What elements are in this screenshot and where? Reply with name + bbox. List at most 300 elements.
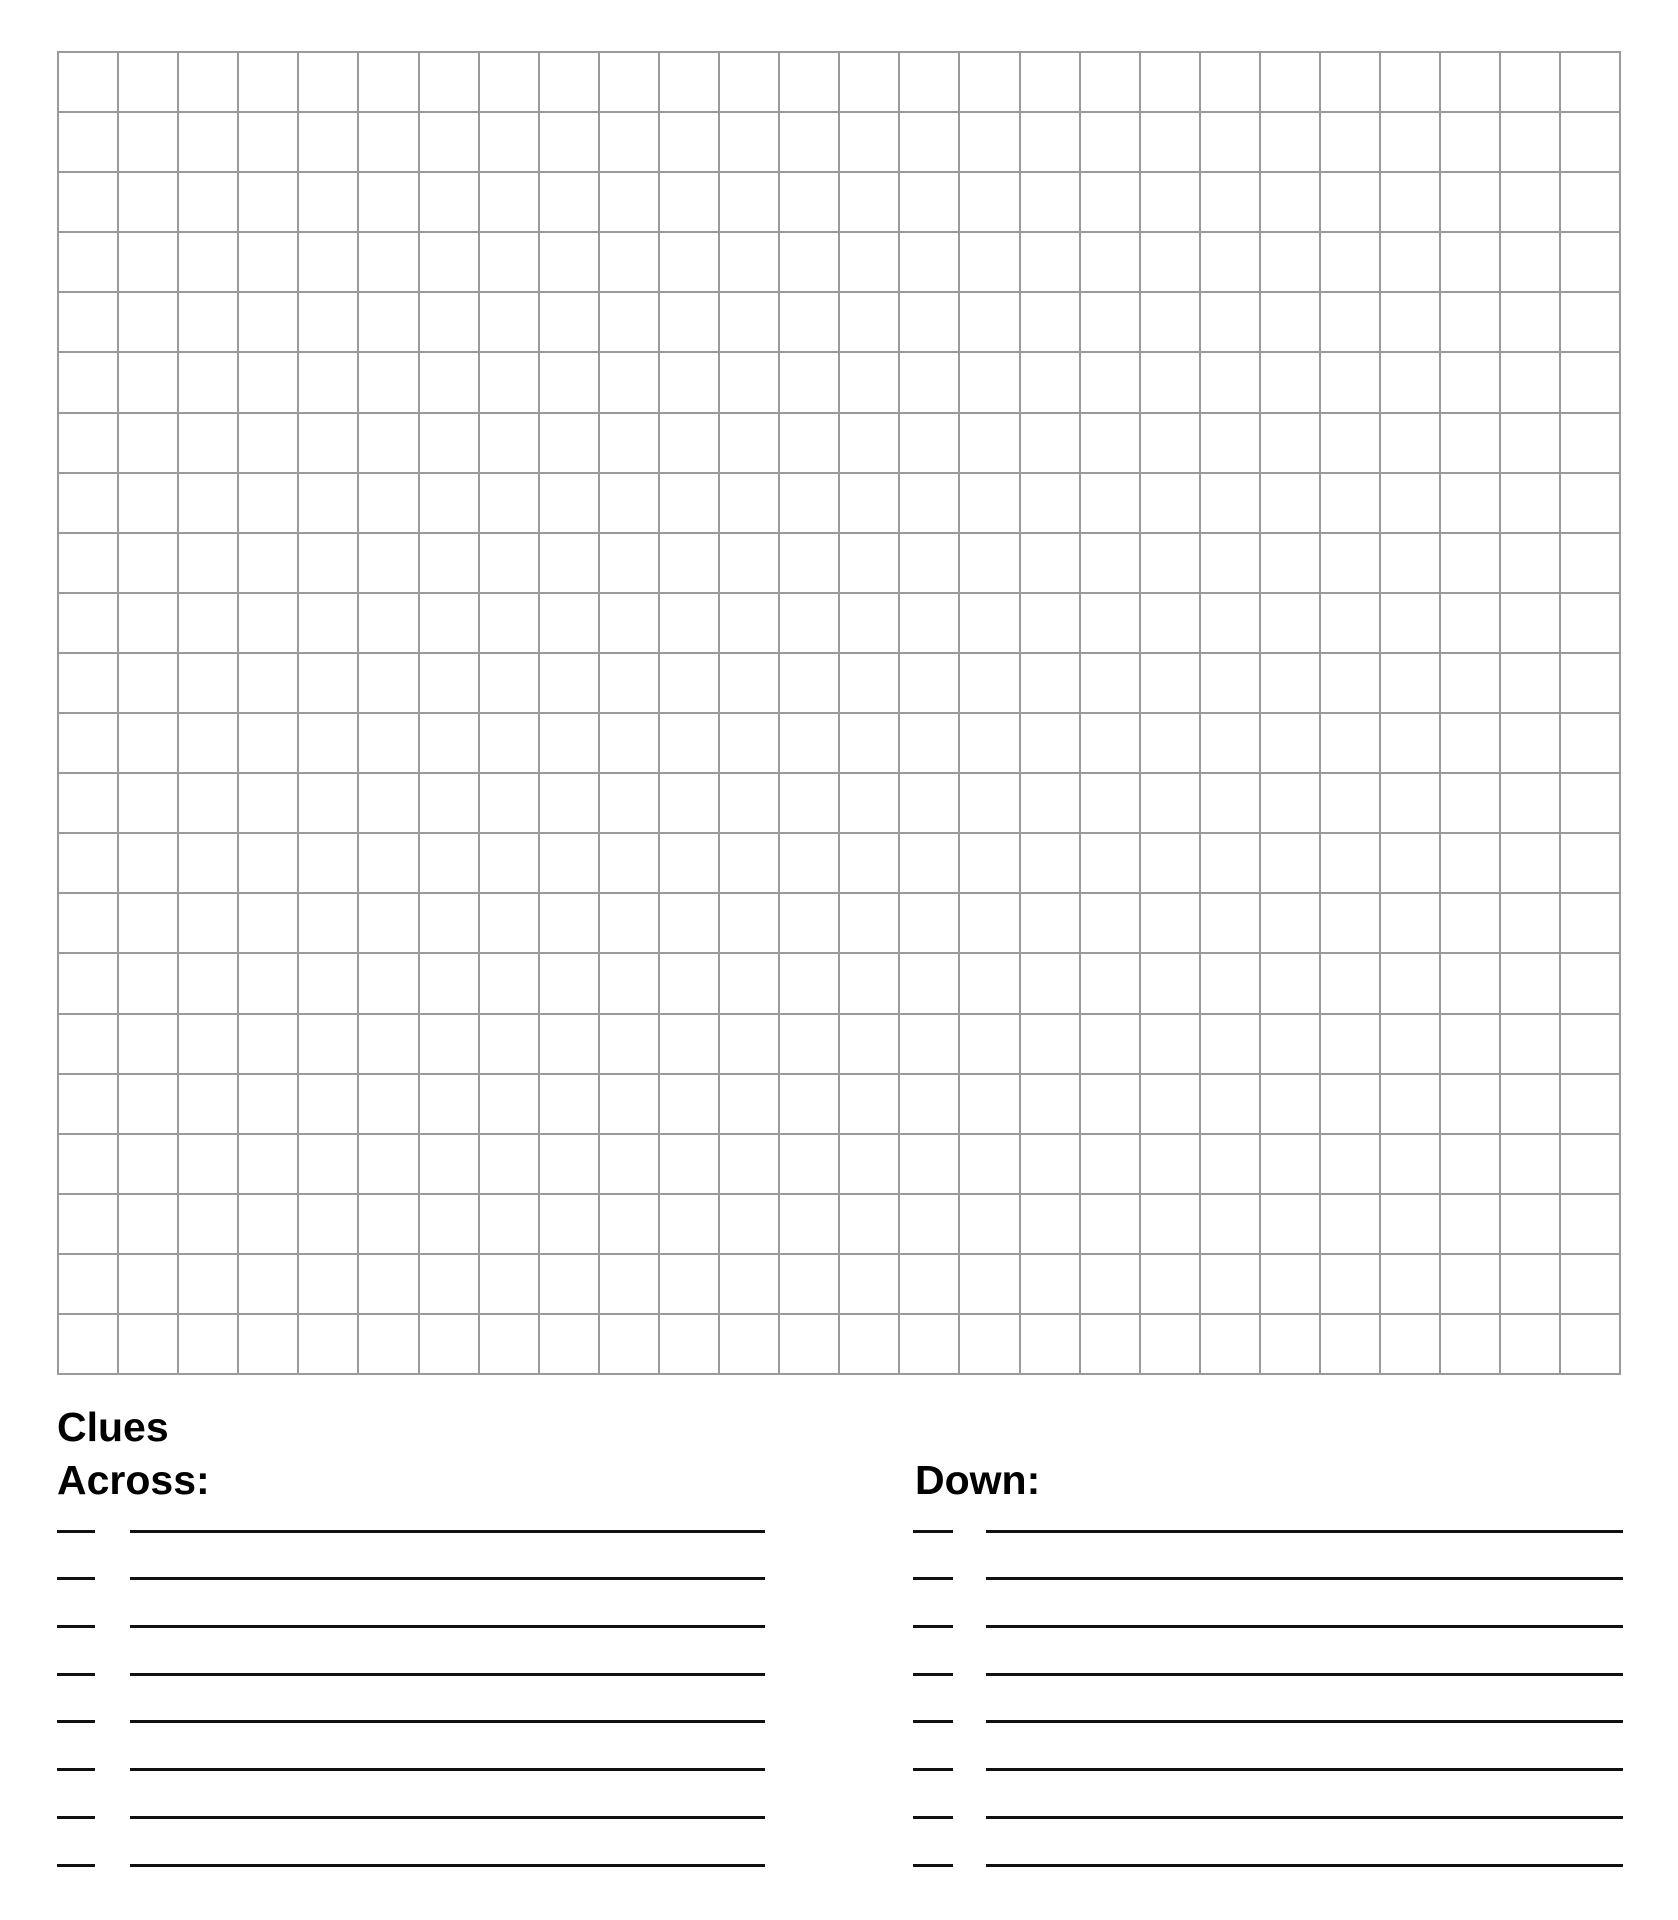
grid-cell: [480, 353, 540, 413]
grid-cell: [960, 1015, 1020, 1075]
grid-cell: [1561, 113, 1621, 173]
grid-cell: [480, 954, 540, 1014]
grid-cell: [1501, 53, 1561, 113]
grid-cell: [119, 1015, 179, 1075]
across-clues-list: [57, 1485, 765, 1867]
across-clue-row: [57, 1485, 765, 1533]
grid-cell: [119, 714, 179, 774]
grid-cell: [1561, 654, 1621, 714]
grid-cell: [1381, 53, 1441, 113]
grid-cell: [1141, 474, 1201, 534]
grid-cell: [1141, 1195, 1201, 1255]
grid-cell: [59, 714, 119, 774]
grid-cell: [420, 173, 480, 233]
grid-cell: [960, 353, 1020, 413]
grid-cell: [179, 594, 239, 654]
grid-cell: [1321, 894, 1381, 954]
grid-cell: [420, 654, 480, 714]
grid-cell: [600, 173, 660, 233]
grid-cell: [780, 1315, 840, 1375]
grid-cell: [1501, 594, 1561, 654]
grid-cell: [1081, 233, 1141, 293]
grid-cell: [59, 774, 119, 834]
grid-cell: [1141, 654, 1201, 714]
grid-cell: [179, 1075, 239, 1135]
grid-cell: [1201, 414, 1261, 474]
grid-cell: [59, 414, 119, 474]
grid-cell: [239, 714, 299, 774]
grid-cell: [1261, 293, 1321, 353]
grid-cell: [239, 1195, 299, 1255]
grid-cell: [1081, 414, 1141, 474]
grid-cell: [1021, 594, 1081, 654]
grid-cell: [660, 714, 720, 774]
grid-cell: [420, 1195, 480, 1255]
crossword-grid: [57, 51, 1621, 1375]
grid-cell: [1201, 474, 1261, 534]
grid-cell: [900, 654, 960, 714]
grid-cell: [780, 53, 840, 113]
grid-cell: [119, 954, 179, 1014]
grid-cell: [1381, 1255, 1441, 1315]
grid-cell: [1501, 474, 1561, 534]
grid-cell: [359, 534, 419, 594]
grid-cell: [59, 1315, 119, 1375]
grid-cell: [540, 173, 600, 233]
grid-cell: [179, 1315, 239, 1375]
grid-cell: [420, 774, 480, 834]
grid-cell: [1261, 714, 1321, 774]
grid-cell: [960, 1255, 1020, 1315]
grid-cell: [660, 414, 720, 474]
grid-cell: [119, 774, 179, 834]
grid-cell: [780, 293, 840, 353]
grid-cell: [1321, 834, 1381, 894]
grid-cell: [720, 1015, 780, 1075]
grid-cell: [600, 233, 660, 293]
grid-cell: [660, 353, 720, 413]
grid-cell: [600, 834, 660, 894]
grid-cell: [239, 1015, 299, 1075]
grid-cell: [840, 654, 900, 714]
grid-cell: [660, 474, 720, 534]
grid-cell: [900, 233, 960, 293]
grid-cell: [299, 53, 359, 113]
grid-cell: [179, 714, 239, 774]
grid-cell: [960, 654, 1020, 714]
grid-cell: [720, 1075, 780, 1135]
grid-cell: [1441, 233, 1501, 293]
grid-cell: [1381, 654, 1441, 714]
grid-cell: [1501, 714, 1561, 774]
across-clue-row: [57, 1533, 765, 1581]
clue-number-blank: [57, 1864, 95, 1867]
grid-cell: [660, 594, 720, 654]
grid-cell: [1261, 474, 1321, 534]
grid-cell: [1141, 414, 1201, 474]
grid-cell: [1561, 1075, 1621, 1135]
grid-cell: [1501, 834, 1561, 894]
grid-cell: [1081, 1075, 1141, 1135]
grid-cell: [1021, 774, 1081, 834]
grid-cell: [299, 233, 359, 293]
grid-cell: [179, 1015, 239, 1075]
grid-cell: [1141, 53, 1201, 113]
grid-cell: [239, 173, 299, 233]
grid-cell: [1321, 654, 1381, 714]
grid-cell: [540, 233, 600, 293]
grid-cell: [420, 1135, 480, 1195]
grid-cell: [840, 293, 900, 353]
grid-cell: [840, 1135, 900, 1195]
grid-cell: [1321, 1015, 1381, 1075]
grid-cell: [420, 894, 480, 954]
grid-cell: [1561, 353, 1621, 413]
grid-cell: [1201, 1255, 1261, 1315]
grid-cell: [59, 53, 119, 113]
grid-cell: [179, 954, 239, 1014]
down-clue-row: [913, 1676, 1623, 1724]
grid-cell: [1561, 1195, 1621, 1255]
grid-cell: [420, 1015, 480, 1075]
grid-cell: [1141, 173, 1201, 233]
grid-cell: [600, 1135, 660, 1195]
grid-cell: [540, 954, 600, 1014]
grid-cell: [840, 954, 900, 1014]
grid-cell: [1201, 534, 1261, 594]
grid-cell: [720, 654, 780, 714]
grid-cell: [1501, 1195, 1561, 1255]
grid-cell: [420, 954, 480, 1014]
grid-cell: [900, 414, 960, 474]
grid-cell: [1321, 714, 1381, 774]
grid-cell: [480, 714, 540, 774]
grid-cell: [1561, 1255, 1621, 1315]
grid-cell: [1441, 1315, 1501, 1375]
grid-cell: [1321, 774, 1381, 834]
grid-cell: [1501, 293, 1561, 353]
grid-cell: [1441, 1015, 1501, 1075]
grid-cell: [600, 1255, 660, 1315]
grid-cell: [1141, 894, 1201, 954]
grid-cell: [239, 954, 299, 1014]
grid-cell: [359, 954, 419, 1014]
grid-cell: [119, 414, 179, 474]
grid-cell: [1261, 654, 1321, 714]
grid-cell: [239, 654, 299, 714]
grid-cell: [299, 1315, 359, 1375]
grid-cell: [239, 1135, 299, 1195]
grid-cell: [1261, 1075, 1321, 1135]
grid-cell: [1261, 834, 1321, 894]
grid-cell: [600, 714, 660, 774]
grid-cell: [119, 293, 179, 353]
grid-cell: [900, 954, 960, 1014]
grid-cell: [960, 1195, 1020, 1255]
grid-cell: [720, 1195, 780, 1255]
grid-cell: [960, 534, 1020, 594]
grid-cell: [900, 894, 960, 954]
grid-cell: [179, 233, 239, 293]
grid-cell: [480, 1135, 540, 1195]
grid-cell: [600, 353, 660, 413]
grid-cell: [1501, 233, 1561, 293]
down-label: Down:: [915, 1457, 1041, 1503]
grid-cell: [1081, 1315, 1141, 1375]
grid-cell: [359, 353, 419, 413]
grid-cell: [1441, 1135, 1501, 1195]
grid-cell: [1501, 1135, 1561, 1195]
grid-cell: [540, 1195, 600, 1255]
grid-cell: [540, 1315, 600, 1375]
grid-cell: [480, 173, 540, 233]
grid-cell: [1441, 1255, 1501, 1315]
grid-cell: [420, 714, 480, 774]
grid-cell: [1561, 714, 1621, 774]
grid-cell: [780, 894, 840, 954]
grid-cell: [1441, 1075, 1501, 1135]
grid-cell: [1201, 1195, 1261, 1255]
grid-cell: [119, 233, 179, 293]
grid-cell: [1021, 1135, 1081, 1195]
down-clue-row: [913, 1771, 1623, 1819]
grid-cell: [960, 293, 1020, 353]
grid-cell: [420, 53, 480, 113]
grid-cell: [540, 1135, 600, 1195]
grid-cell: [119, 173, 179, 233]
down-clue-row: [913, 1533, 1623, 1581]
grid-cell: [1201, 1315, 1261, 1375]
grid-cell: [1441, 414, 1501, 474]
grid-cell: [299, 353, 359, 413]
grid-cell: [480, 534, 540, 594]
grid-cell: [1021, 1255, 1081, 1315]
grid-cell: [840, 414, 900, 474]
down-clue-row: [913, 1485, 1623, 1533]
grid-cell: [480, 1015, 540, 1075]
grid-cell: [1381, 293, 1441, 353]
grid-cell: [1501, 173, 1561, 233]
grid-cell: [660, 1015, 720, 1075]
grid-cell: [1501, 353, 1561, 413]
across-clue-row: [57, 1628, 765, 1676]
grid-cell: [540, 1015, 600, 1075]
grid-cell: [59, 233, 119, 293]
grid-cell: [179, 353, 239, 413]
grid-cell: [299, 414, 359, 474]
grid-cell: [1261, 1135, 1321, 1195]
grid-cell: [179, 293, 239, 353]
grid-cell: [1021, 954, 1081, 1014]
grid-cell: [660, 894, 720, 954]
grid-cell: [1441, 654, 1501, 714]
across-label: Across:: [57, 1457, 210, 1503]
grid-cell: [600, 954, 660, 1014]
grid-cell: [1261, 1195, 1321, 1255]
grid-cell: [1141, 534, 1201, 594]
grid-cell: [900, 173, 960, 233]
grid-cell: [1261, 353, 1321, 413]
grid-cell: [1081, 1255, 1141, 1315]
grid-cell: [420, 834, 480, 894]
grid-cell: [660, 774, 720, 834]
grid-cell: [660, 834, 720, 894]
grid-cell: [1201, 594, 1261, 654]
grid-cell: [1201, 1015, 1261, 1075]
grid-cell: [420, 293, 480, 353]
grid-cell: [359, 233, 419, 293]
grid-cell: [1441, 293, 1501, 353]
grid-cell: [900, 774, 960, 834]
grid-cell: [840, 1015, 900, 1075]
grid-cell: [59, 474, 119, 534]
grid-cell: [600, 293, 660, 353]
grid-cell: [960, 1075, 1020, 1135]
grid-cell: [59, 293, 119, 353]
grid-cell: [960, 1315, 1020, 1375]
grid-cell: [480, 113, 540, 173]
grid-cell: [1381, 1195, 1441, 1255]
grid-cell: [359, 1315, 419, 1375]
grid-cell: [1561, 534, 1621, 594]
grid-cell: [119, 594, 179, 654]
grid-cell: [1141, 1135, 1201, 1195]
grid-cell: [1441, 774, 1501, 834]
grid-cell: [780, 774, 840, 834]
grid-cell: [359, 1015, 419, 1075]
clue-text-blank: [130, 1864, 765, 1867]
grid-cell: [299, 173, 359, 233]
grid-cell: [1141, 1255, 1201, 1315]
grid-cell: [720, 594, 780, 654]
grid-cell: [960, 594, 1020, 654]
grid-cell: [359, 113, 419, 173]
grid-cell: [1501, 534, 1561, 594]
grid-cell: [299, 534, 359, 594]
grid-cell: [420, 1315, 480, 1375]
down-clues-list: [913, 1485, 1623, 1867]
grid-cell: [1501, 113, 1561, 173]
grid-cell: [1141, 353, 1201, 413]
grid-cell: [660, 53, 720, 113]
grid-cell: [720, 954, 780, 1014]
grid-cell: [119, 654, 179, 714]
grid-cell: [1501, 1015, 1561, 1075]
grid-cell: [480, 1315, 540, 1375]
grid-cell: [1381, 1015, 1441, 1075]
grid-cell: [1141, 293, 1201, 353]
grid-cell: [780, 353, 840, 413]
grid-cell: [179, 834, 239, 894]
grid-cell: [299, 1195, 359, 1255]
grid-cell: [1081, 774, 1141, 834]
grid-cell: [1081, 1195, 1141, 1255]
grid-cell: [1441, 594, 1501, 654]
grid-cell: [1201, 834, 1261, 894]
grid-cell: [600, 1015, 660, 1075]
grid-cell: [600, 594, 660, 654]
grid-cell: [600, 654, 660, 714]
grid-cell: [239, 1315, 299, 1375]
grid-cell: [59, 1015, 119, 1075]
grid-cell: [359, 53, 419, 113]
grid-cell: [1561, 293, 1621, 353]
grid-cell: [239, 293, 299, 353]
grid-cell: [540, 654, 600, 714]
grid-cell: [1381, 113, 1441, 173]
grid-cell: [420, 1075, 480, 1135]
grid-cell: [299, 1135, 359, 1195]
grid-cell: [1321, 113, 1381, 173]
grid-cell: [1021, 714, 1081, 774]
grid-cell: [720, 534, 780, 594]
grid-cell: [780, 954, 840, 1014]
grid-cell: [299, 113, 359, 173]
grid-cell: [1321, 474, 1381, 534]
grid-cell: [840, 113, 900, 173]
grid-cell: [900, 534, 960, 594]
grid-cell: [900, 714, 960, 774]
grid-cell: [720, 474, 780, 534]
grid-cell: [359, 594, 419, 654]
grid-cell: [1261, 1015, 1321, 1075]
grid-cell: [59, 834, 119, 894]
grid-cell: [720, 233, 780, 293]
grid-cell: [780, 1195, 840, 1255]
grid-cell: [720, 53, 780, 113]
grid-cell: [1561, 774, 1621, 834]
grid-cell: [720, 714, 780, 774]
grid-cell: [179, 1255, 239, 1315]
grid-cell: [720, 1255, 780, 1315]
grid-cell: [480, 834, 540, 894]
grid-cell: [1561, 1015, 1621, 1075]
grid-cell: [420, 474, 480, 534]
grid-cell: [1081, 1015, 1141, 1075]
grid-cell: [960, 894, 1020, 954]
grid-cell: [1501, 654, 1561, 714]
grid-cell: [1321, 954, 1381, 1014]
grid-cell: [239, 834, 299, 894]
grid-cell: [660, 233, 720, 293]
grid-cell: [1501, 414, 1561, 474]
grid-cell: [1201, 1075, 1261, 1135]
grid-cell: [359, 1135, 419, 1195]
grid-cell: [1321, 1255, 1381, 1315]
grid-cell: [1021, 474, 1081, 534]
grid-cell: [1141, 714, 1201, 774]
grid-cell: [540, 53, 600, 113]
grid-cell: [720, 774, 780, 834]
grid-cell: [900, 353, 960, 413]
grid-cell: [1441, 113, 1501, 173]
grid-cell: [59, 353, 119, 413]
grid-cell: [900, 53, 960, 113]
grid-cell: [540, 1075, 600, 1135]
grid-cell: [1021, 293, 1081, 353]
grid-cell: [660, 113, 720, 173]
across-clue-row: [57, 1676, 765, 1724]
grid-cell: [1081, 1135, 1141, 1195]
grid-cell: [359, 474, 419, 534]
grid-cell: [299, 474, 359, 534]
across-clue-row: [57, 1771, 765, 1819]
grid-cell: [1381, 414, 1441, 474]
grid-cell: [780, 1075, 840, 1135]
grid-cell: [1321, 53, 1381, 113]
grid-cell: [720, 834, 780, 894]
grid-cell: [420, 534, 480, 594]
